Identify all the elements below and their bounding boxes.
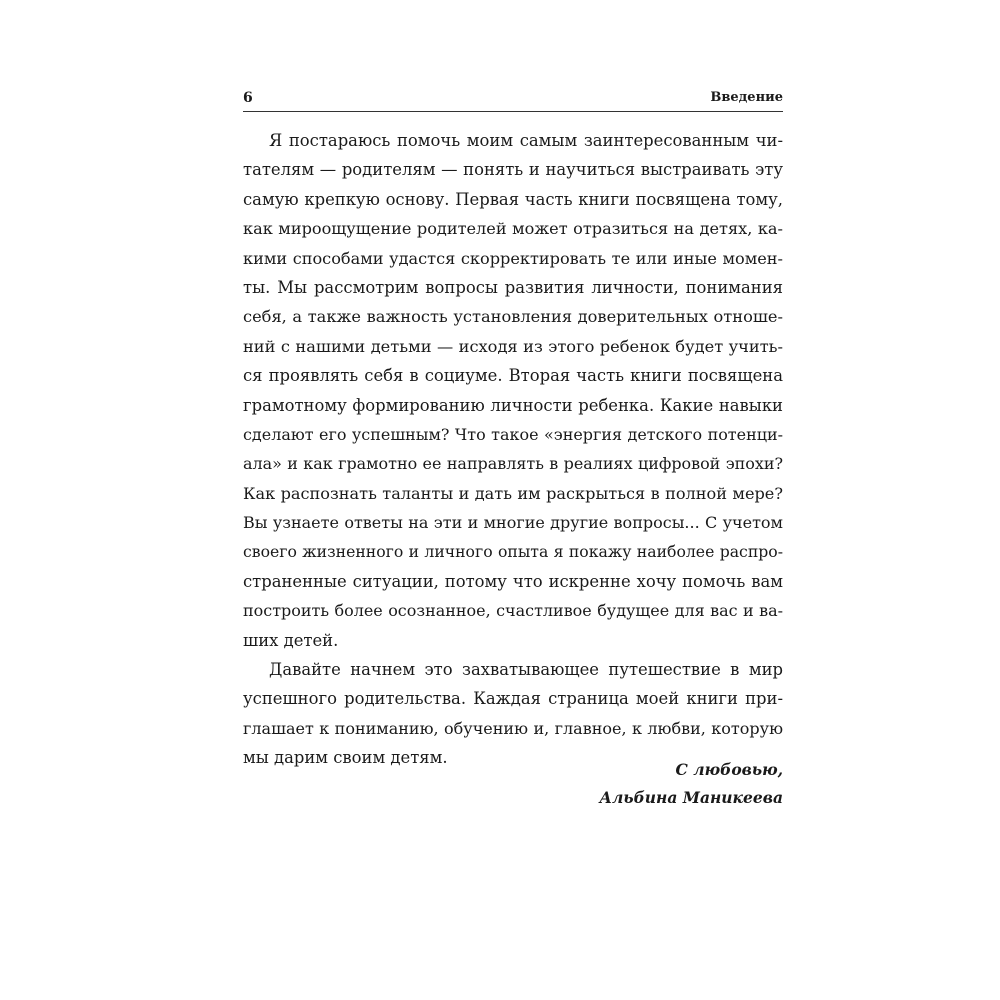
signature-closing: С любовью, <box>675 760 783 779</box>
body-text <box>243 126 783 773</box>
text-line: самую крепкую основу. Первая часть книги посвящена тому, <box>243 189 783 209</box>
text-line: ний с нашими детьми — исходя из этого ребенок будет учить- <box>243 336 783 356</box>
text-line: Давайте начнем это захватывающее путешествие в мир <box>269 660 783 680</box>
page-number: 6 <box>243 90 253 106</box>
text-line: кими способами удастся скорректировать те или иные момен- <box>243 248 783 268</box>
paragraph-1 <box>243 126 783 655</box>
text-line: тателям — родителям — понять и научиться выстраивать эту <box>243 160 783 180</box>
text-line: ала» и как грамотно ее направлять в реалиях цифровой эпохи? <box>243 454 783 474</box>
text-line: страненные ситуации, потому что искренне хочу помочь вам <box>243 571 783 591</box>
text-line: сделают его успешным? Что такое «энергия детского потенци- <box>243 424 783 444</box>
text-line: своего жизненного и личного опыта я покажу наиболее распро- <box>243 542 783 562</box>
text-line: глашает к пониманию, обучению и, главное, к любви, которую <box>243 718 783 738</box>
text-line: успешного родительства. Каждая страница моей книги при- <box>243 689 783 709</box>
signature-author: Альбина Маникеева <box>599 788 783 807</box>
running-head <box>243 90 783 110</box>
text-line: грамотному формированию личности ребенка. Какие навыки <box>243 395 783 415</box>
text-line: как мироощущение родителей может отразиться на детях, ка- <box>243 219 783 239</box>
text-line: Вы узнаете ответы на эти и многие другие вопросы... С учетом <box>243 513 783 533</box>
text-line: Я постараюсь помочь моим самым заинтересованным чи- <box>269 131 783 150</box>
paragraph-2 <box>243 655 783 773</box>
signature <box>243 756 783 812</box>
text-line: ся проявлять себя в социуме. Вторая часть книги посвящена <box>243 366 783 386</box>
text-line: мы дарим своим детям. <box>243 748 448 768</box>
section-title: Введение <box>710 90 783 105</box>
text-line: Как распознать таланты и дать им раскрыться в полной мере? <box>243 483 783 503</box>
text-line: ты. Мы рассмотрим вопросы развития личности, понимания <box>243 277 783 297</box>
header-rule <box>243 111 783 112</box>
text-line: построить более осознанное, счастливое будущее для вас и ва- <box>243 601 783 621</box>
text-line: себя, а также важность установления доверительных отноше- <box>243 307 783 327</box>
text-line: ших детей. <box>243 630 339 650</box>
